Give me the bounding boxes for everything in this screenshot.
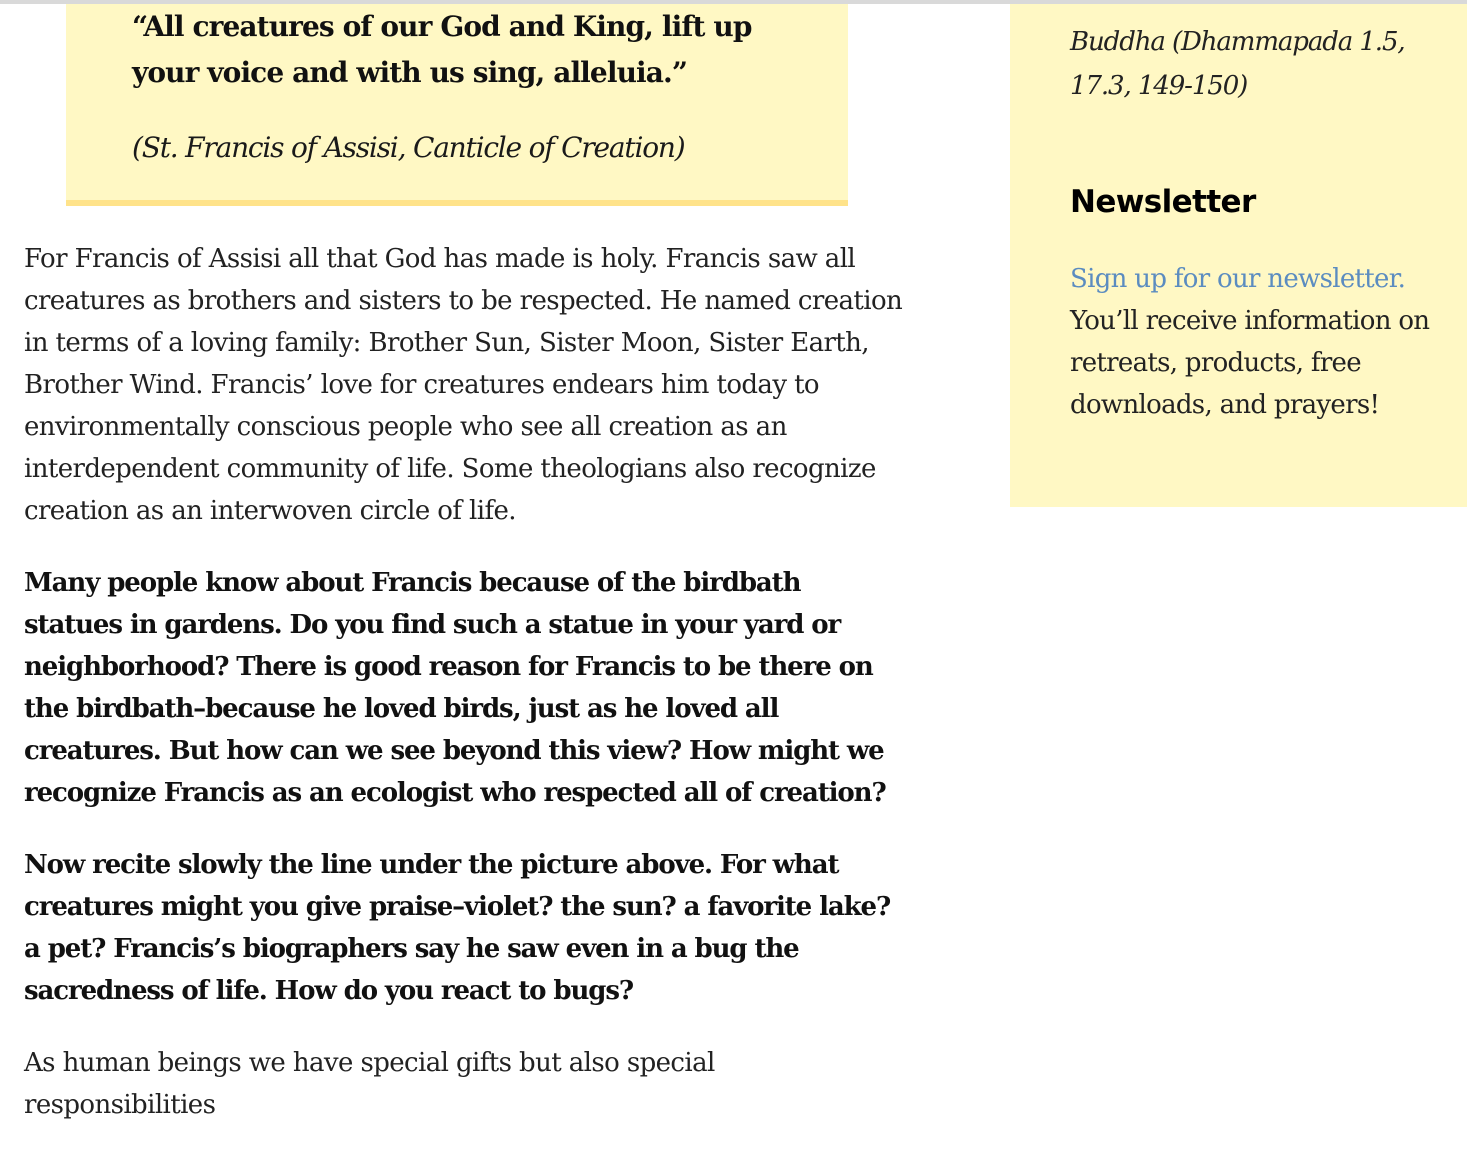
sidebar-quote-citation: Buddha (Dhammapada 1.5, 17.3, 149-150) [1070, 27, 1405, 101]
sidebar [1010, 4, 1467, 507]
quote-text: “All creatures of our God and King, lift up your voice and with us sing, alleluia.” [132, 10, 752, 89]
quote-citation: (St. Francis of Assisi, Canticle of Creation) [132, 131, 685, 164]
paragraph-recite-question: Now recite slowly the line under the picture above. For what creatures might you give praise–violet? the sun? a favorite lake? a pet? Francis’s biographers say he saw even in a bug the sacredness of life. How do you react to bugs? [24, 850, 891, 1006]
newsletter-signup-link[interactable]: Sign up for our newsletter. [1070, 264, 1406, 294]
newsletter-description: You’ll receive information on retreats, products, free downloads, and prayers! [1070, 306, 1430, 420]
newsletter-text [1070, 258, 1442, 426]
paragraph-human-beings: As human beings we have special gifts but also special responsibilities [24, 1048, 715, 1120]
blockquote [66, 4, 848, 206]
paragraph-birdbath-question: Many people know about Francis because of the birdbath statues in gardens. Do you find such a statue in your yard or neighborhood? There is good reason for Francis to be there on the birdbath–because he loved birds, just as he loved all creatures. But how can we see beyond this view? How might we recognize Francis as an ecologist who respected all of creation? [24, 568, 886, 808]
newsletter-heading: Newsletter [1070, 184, 1256, 220]
paragraph-francis-holy: For Francis of Assisi all that God has made is holy. Francis saw all creatures as brothers and sisters to be respected. He named creation in terms of a loving family: Brother Sun, Sister Moon, Sister Earth, Brother Wind. Francis’ love for creatures endears him today to environmentally conscious people who see all creation as an interdependent community of life. Some theologians also recognize creation as an interwoven circle of life. [24, 244, 903, 526]
article-body [24, 238, 904, 1156]
